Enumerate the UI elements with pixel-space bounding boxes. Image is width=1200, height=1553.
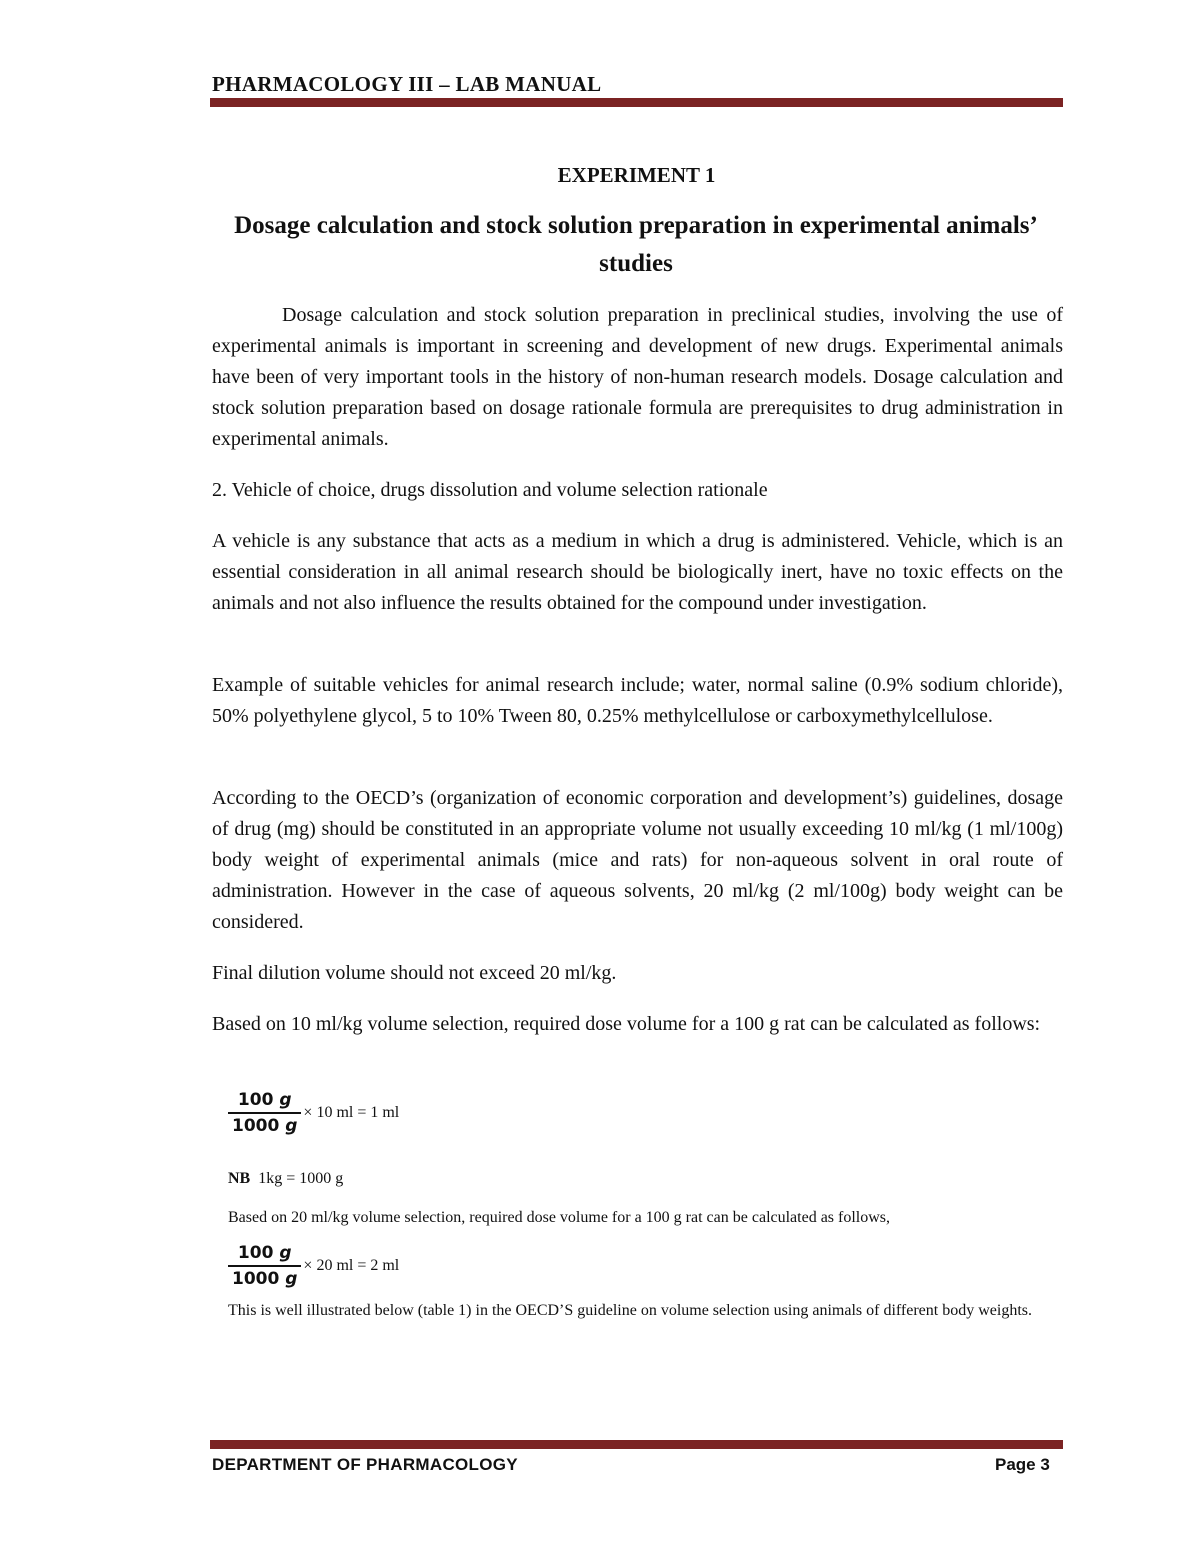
page-number: Page 3	[995, 1455, 1050, 1474]
header-rule	[210, 98, 1063, 107]
vehicle-paragraph: A vehicle is any substance that acts as a medium in which a drug is administered. Vehicle, which is an essential consideration in all animal research should be biologically inert, have no toxic effects on the animals and not also influence the results obtained for the compound under investigation.	[212, 530, 1063, 614]
formula-10ml	[228, 1090, 399, 1136]
nb-text: 1kg = 1000 g	[258, 1170, 344, 1187]
footer-department: DEPARTMENT OF PHARMACOLOGY	[212, 1455, 518, 1474]
nb-label: NB	[228, 1170, 251, 1187]
experiment-number: EXPERIMENT 1	[557, 163, 716, 187]
numerator-value: 100	[237, 1090, 274, 1110]
intro-paragraph: Dosage calculation and stock solution preparation in preclinical studies, involving the use of experimental animals is important in screening and development of new drugs. Experimental animals have been of very important tools in the history of non-human research models. Dosage calculation and stock solution preparation based on dosage rationale formula are prerequisites to drug administration in experimental animals.	[212, 304, 1063, 450]
experiment-title: Dosage calculation and stock solution preparation in experimental animals’ studies	[234, 212, 1038, 277]
denominator-value: 1000	[232, 1116, 280, 1136]
denominator-unit: g	[285, 1116, 298, 1136]
numerator-unit: g	[279, 1243, 292, 1263]
based20-paragraph: Based on 20 ml/kg volume selection, required dose volume for a 100 g rat can be calculated as follows,	[228, 1209, 891, 1226]
denominator-value: 1000	[232, 1269, 280, 1289]
fraction	[228, 1243, 301, 1289]
page-header-title: PHARMACOLOGY III – LAB MANUAL	[212, 72, 602, 96]
footer-rule	[210, 1440, 1063, 1449]
section-heading: 2. Vehicle of choice, drugs dissolution and volume selection rationale	[212, 479, 768, 501]
denominator-unit: g	[285, 1269, 298, 1289]
numerator-value: 100	[237, 1243, 274, 1263]
formula-20ml	[228, 1243, 399, 1289]
nb-note	[228, 1169, 343, 1189]
based10-paragraph: Based on 10 ml/kg volume selection, required dose volume for a 100 g rat can be calculated as follows:	[212, 1013, 1041, 1035]
numerator-unit: g	[279, 1090, 292, 1110]
illustrated-paragraph: This is well illustrated below (table 1) in the OECD’S guideline on volume selection using animals of different body weights.	[228, 1302, 1032, 1319]
examples-paragraph: Example of suitable vehicles for animal research include; water, normal saline (0.9% sodium chloride), 50% polyethylene glycol, 5 to 10% Tween 80, 0.25% methylcellulose or carboxymethylcellulose.	[212, 674, 1063, 727]
final-dilution-paragraph: Final dilution volume should not exceed 20 ml/kg.	[212, 962, 617, 984]
fraction	[228, 1090, 301, 1136]
formula-result: × 20 ml = 2 ml	[303, 1257, 400, 1274]
oecd-paragraph: According to the OECD’s (organization of economic corporation and development’s) guidelines, dosage of drug (mg) should be constituted in an appropriate volume not usually exceeding 10 ml/kg (1 ml/100g) body weight of experimental animals (mice and rats) for non-aqueous solvent in oral route of administration. However in the case of aqueous solvents, 20 ml/kg (2 ml/100g) body weight can be considered.	[212, 787, 1063, 933]
formula-result: × 10 ml = 1 ml	[303, 1104, 400, 1121]
